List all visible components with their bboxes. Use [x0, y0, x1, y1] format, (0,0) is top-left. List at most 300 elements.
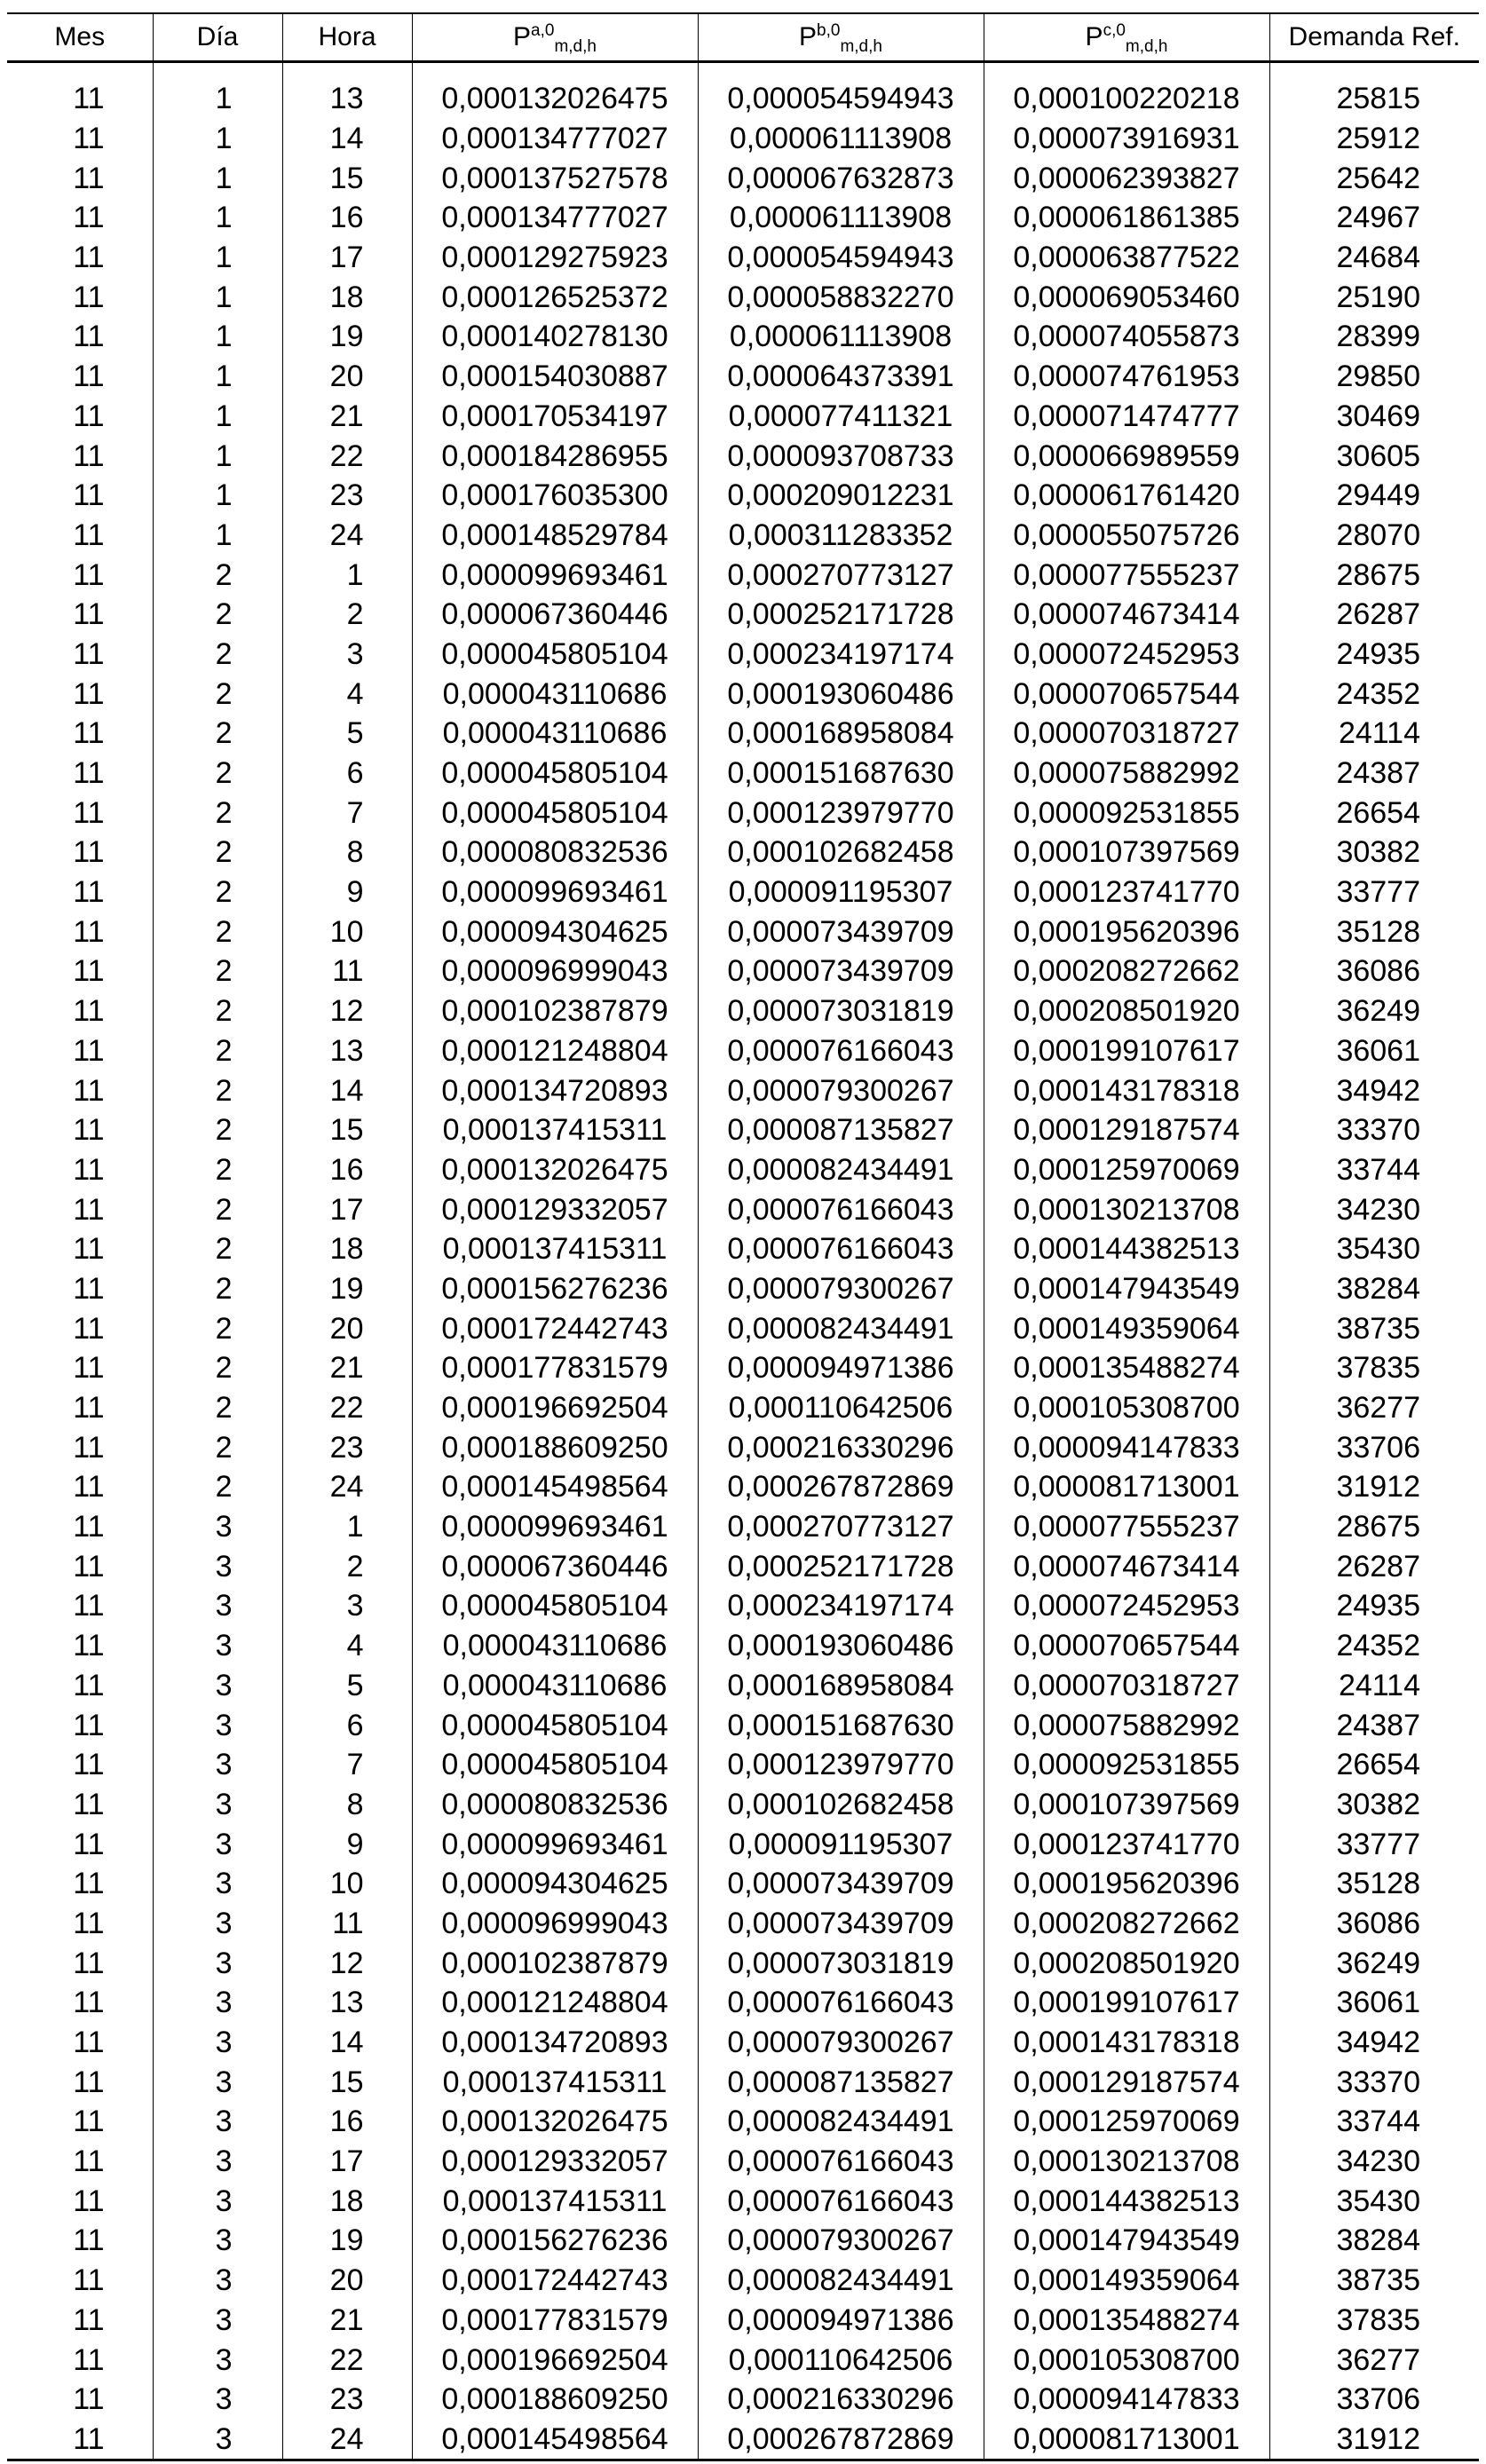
cell-pb: 0,000079300267 [698, 2023, 984, 2063]
cell-pc: 0,000143178318 [984, 1070, 1269, 1110]
cell-hora: 20 [282, 1308, 412, 1348]
cell-dia: 3 [153, 1546, 282, 1586]
cell-demanda: 26287 [1269, 595, 1479, 635]
cell-dia: 1 [153, 317, 282, 357]
header-pc-sup: c,0 [1103, 21, 1126, 40]
cell-dia: 2 [153, 833, 282, 873]
cell-hora: 20 [282, 357, 412, 397]
cell-demanda: 38284 [1269, 1269, 1479, 1309]
cell-demanda: 26287 [1269, 1546, 1479, 1586]
cell-pb: 0,000073031819 [698, 1943, 984, 1983]
cell-hora: 13 [282, 1031, 412, 1071]
cell-dia: 2 [153, 991, 282, 1031]
cell-pb: 0,000209012231 [698, 476, 984, 516]
cell-pc: 0,000094147833 [984, 2380, 1269, 2420]
cell-pc: 0,000144382513 [984, 1229, 1269, 1269]
cell-pa: 0,000137527578 [412, 158, 698, 198]
cell-pc: 0,000074055873 [984, 317, 1269, 357]
cell-pb: 0,000193060486 [698, 674, 984, 714]
cell-mes: 11 [73, 1748, 105, 1782]
table-row [7, 1666, 1479, 1706]
cell-pc: 0,000130213708 [984, 2142, 1269, 2182]
cell-demanda: 36086 [1269, 1904, 1479, 1944]
cell-dia: 3 [153, 2301, 282, 2341]
cell-dia: 3 [153, 1745, 282, 1785]
table-row [7, 238, 1479, 278]
cell-dia: 3 [153, 1785, 282, 1825]
cell-hora: 2 [282, 1546, 412, 1586]
cell-mes: 11 [73, 1192, 105, 1227]
cell-mes: 11 [73, 82, 105, 116]
cell-pc: 0,000195620396 [984, 912, 1269, 952]
cell-pb: 0,000311283352 [698, 516, 984, 556]
cell-pa: 0,000145498564 [412, 2420, 698, 2460]
data-table-container [7, 12, 1479, 2461]
cell-pb: 0,000193060486 [698, 1626, 984, 1666]
cell-demanda: 24352 [1269, 1626, 1479, 1666]
cell-demanda: 31912 [1269, 1467, 1479, 1507]
cell-dia: 2 [153, 555, 282, 595]
cell-pc: 0,000125970069 [984, 1150, 1269, 1190]
cell-pc: 0,000199107617 [984, 1031, 1269, 1071]
cell-pb: 0,000073439709 [698, 912, 984, 952]
cell-mes: 11 [73, 1430, 105, 1465]
cell-mes: 11 [73, 1629, 105, 1663]
cell-mes: 11 [73, 1510, 105, 1544]
cell-demanda: 26654 [1269, 1745, 1479, 1785]
cell-dia: 2 [153, 1308, 282, 1348]
cell-pa: 0,000096999043 [412, 952, 698, 991]
cell-hora: 18 [282, 1229, 412, 1269]
header-hora: Hora [282, 13, 412, 62]
cell-pb: 0,000061113908 [698, 119, 984, 159]
table-row [7, 397, 1479, 437]
cell-pc: 0,000072452953 [984, 635, 1269, 675]
cell-demanda: 26654 [1269, 793, 1479, 833]
cell-pa: 0,000177831579 [412, 1348, 698, 1388]
cell-pb: 0,000082434491 [698, 1308, 984, 1348]
cell-pb: 0,000270773127 [698, 555, 984, 595]
table-row [7, 2221, 1479, 2261]
table-row [7, 2380, 1479, 2420]
cell-mes: 11 [73, 517, 105, 552]
cell-dia: 1 [153, 158, 282, 198]
cell-pc: 0,000105308700 [984, 1388, 1269, 1428]
cell-hora: 10 [282, 1864, 412, 1904]
cell-pa: 0,000184286955 [412, 436, 698, 476]
cell-hora: 6 [282, 1705, 412, 1745]
cell-dia: 1 [153, 238, 282, 278]
table-row [7, 2062, 1479, 2102]
table-row [7, 1983, 1479, 2023]
cell-pb: 0,000168958084 [698, 714, 984, 754]
cell-hora: 14 [282, 119, 412, 159]
cell-dia: 2 [153, 1427, 282, 1467]
cell-pb: 0,000079300267 [698, 1070, 984, 1110]
cell-pb: 0,000091195307 [698, 873, 984, 912]
cell-hora: 15 [282, 158, 412, 198]
data-table [7, 12, 1479, 2461]
table-body [7, 62, 1479, 2460]
cell-dia: 2 [153, 595, 282, 635]
table-row [7, 1626, 1479, 1666]
cell-demanda: 28675 [1269, 1507, 1479, 1547]
cell-pc: 0,000055075726 [984, 516, 1269, 556]
cell-pa: 0,000188609250 [412, 1427, 698, 1467]
cell-pc: 0,000070657544 [984, 1626, 1269, 1666]
cell-mes: 11 [73, 1827, 105, 1861]
cell-pa: 0,000099693461 [412, 555, 698, 595]
cell-pc: 0,000070657544 [984, 674, 1269, 714]
cell-pa: 0,000134720893 [412, 1070, 698, 1110]
cell-pb: 0,000270773127 [698, 1507, 984, 1547]
cell-pc: 0,000074761953 [984, 357, 1269, 397]
cell-hora: 9 [282, 873, 412, 912]
table-row [7, 635, 1479, 675]
table-row [7, 1705, 1479, 1745]
cell-dia: 2 [153, 714, 282, 754]
cell-mes: 11 [73, 1152, 105, 1187]
cell-pa: 0,000176035300 [412, 476, 698, 516]
cell-pc: 0,000061861385 [984, 198, 1269, 238]
cell-pb: 0,000102682458 [698, 833, 984, 873]
cell-mes: 11 [73, 994, 105, 1029]
cell-pc: 0,000144382513 [984, 2181, 1269, 2221]
header-pc [984, 13, 1269, 62]
cell-pc: 0,000147943549 [984, 2221, 1269, 2261]
table-row [7, 158, 1479, 198]
cell-pa: 0,000043110686 [412, 674, 698, 714]
cell-pc: 0,000074673414 [984, 595, 1269, 635]
table-row [7, 2102, 1479, 2142]
cell-demanda: 24387 [1269, 1705, 1479, 1745]
cell-dia: 3 [153, 1507, 282, 1547]
cell-dia: 1 [153, 436, 282, 476]
cell-demanda: 33706 [1269, 2380, 1479, 2420]
cell-pc: 0,000129187574 [984, 1110, 1269, 1150]
cell-hora: 11 [282, 1904, 412, 1944]
cell-demanda: 30382 [1269, 1785, 1479, 1825]
cell-dia: 1 [153, 357, 282, 397]
cell-pa: 0,000045805104 [412, 793, 698, 833]
cell-pa: 0,000102387879 [412, 1943, 698, 1983]
cell-pc: 0,000208501920 [984, 1943, 1269, 1983]
cell-demanda: 35430 [1269, 1229, 1479, 1269]
cell-dia: 3 [153, 1983, 282, 2023]
cell-mes: 11 [73, 1867, 105, 1901]
cell-mes: 11 [73, 161, 105, 195]
cell-dia: 3 [153, 1666, 282, 1706]
cell-mes: 11 [73, 716, 105, 751]
cell-pb: 0,000151687630 [698, 1705, 984, 1745]
cell-pb: 0,000087135827 [698, 2062, 984, 2102]
table-row [7, 1031, 1479, 1071]
table-row [7, 1824, 1479, 1864]
cell-pa: 0,000129332057 [412, 1189, 698, 1229]
cell-pc: 0,000066989559 [984, 436, 1269, 476]
cell-pb: 0,000064373391 [698, 357, 984, 397]
cell-demanda: 37835 [1269, 2301, 1479, 2341]
cell-mes: 11 [73, 2382, 105, 2417]
cell-mes: 11 [73, 1113, 105, 1148]
cell-pb: 0,000076166043 [698, 2181, 984, 2221]
cell-dia: 3 [153, 1626, 282, 1666]
cell-pb: 0,000094971386 [698, 2301, 984, 2341]
cell-pa: 0,000096999043 [412, 1904, 698, 1944]
cell-pc: 0,000125970069 [984, 2102, 1269, 2142]
header-pc-sub: m,d,h [1125, 37, 1168, 56]
cell-demanda: 33706 [1269, 1427, 1479, 1467]
cell-pc: 0,000069053460 [984, 277, 1269, 317]
table-row [7, 1467, 1479, 1507]
cell-dia: 3 [153, 2102, 282, 2142]
cell-pc: 0,000062393827 [984, 158, 1269, 198]
cell-pb: 0,000061113908 [698, 317, 984, 357]
cell-demanda: 24935 [1269, 635, 1479, 675]
cell-pc: 0,000061761420 [984, 476, 1269, 516]
table-row [7, 674, 1479, 714]
cell-dia: 3 [153, 2380, 282, 2420]
cell-dia: 2 [153, 793, 282, 833]
cell-mes: 11 [73, 438, 105, 473]
cell-pb: 0,000076166043 [698, 2142, 984, 2182]
cell-mes: 11 [73, 795, 105, 830]
header-pc-base: P [1085, 22, 1103, 51]
cell-pb: 0,000091195307 [698, 1824, 984, 1864]
cell-demanda: 28675 [1269, 555, 1479, 595]
cell-dia: 2 [153, 1229, 282, 1269]
cell-mes: 11 [73, 1708, 105, 1742]
cell-pb: 0,000110642506 [698, 1388, 984, 1428]
cell-hora: 4 [282, 674, 412, 714]
cell-pb: 0,000102682458 [698, 1785, 984, 1825]
cell-mes: 11 [73, 2223, 105, 2258]
cell-dia: 2 [153, 952, 282, 991]
cell-mes: 11 [73, 2184, 105, 2218]
table-row [7, 2261, 1479, 2301]
cell-mes: 11 [73, 1033, 105, 1068]
cell-hora: 19 [282, 2221, 412, 2261]
cell-hora: 16 [282, 1150, 412, 1190]
cell-demanda: 33370 [1269, 1110, 1479, 1150]
cell-hora: 22 [282, 1388, 412, 1428]
cell-pb: 0,000094971386 [698, 1348, 984, 1388]
table-row [7, 516, 1479, 556]
cell-pb: 0,000110642506 [698, 2340, 984, 2380]
cell-pc: 0,000070318727 [984, 714, 1269, 754]
cell-pb: 0,000076166043 [698, 1229, 984, 1269]
cell-mes: 11 [73, 875, 105, 910]
table-row [7, 1110, 1479, 1150]
cell-mes: 11 [73, 320, 105, 354]
cell-pb: 0,000252171728 [698, 1546, 984, 1586]
table-row [7, 873, 1479, 912]
cell-pc: 0,000208272662 [984, 952, 1269, 991]
header-pb [698, 13, 984, 62]
cell-pa: 0,000094304625 [412, 912, 698, 952]
cell-mes: 11 [73, 122, 105, 156]
cell-dia: 3 [153, 1904, 282, 1944]
cell-hora: 5 [282, 1666, 412, 1706]
header-row [7, 13, 1479, 62]
table-row [7, 1229, 1479, 1269]
cell-pb: 0,000252171728 [698, 595, 984, 635]
cell-mes: 11 [73, 636, 105, 671]
cell-pa: 0,000043110686 [412, 714, 698, 754]
cell-pa: 0,000132026475 [412, 62, 698, 119]
table-row [7, 833, 1479, 873]
cell-dia: 2 [153, 1070, 282, 1110]
table-row [7, 2181, 1479, 2221]
table-row [7, 1070, 1479, 1110]
cell-mes: 11 [73, 2342, 105, 2377]
cell-pc: 0,000107397569 [984, 1785, 1269, 1825]
cell-hora: 24 [282, 2420, 412, 2460]
header-pb-sub: m,d,h [840, 37, 882, 56]
cell-mes: 11 [73, 359, 105, 394]
cell-hora: 24 [282, 1467, 412, 1507]
cell-pb: 0,000076166043 [698, 1983, 984, 2023]
cell-dia: 2 [153, 1467, 282, 1507]
table-row [7, 1785, 1479, 1825]
cell-demanda: 34942 [1269, 1070, 1479, 1110]
header-pa-sup: a,0 [531, 21, 555, 40]
cell-pb: 0,000093708733 [698, 436, 984, 476]
cell-mes: 11 [73, 2263, 105, 2298]
cell-hora: 18 [282, 2181, 412, 2221]
cell-pa: 0,000099693461 [412, 1824, 698, 1864]
cell-mes: 11 [73, 399, 105, 433]
cell-hora: 23 [282, 2380, 412, 2420]
cell-pb: 0,000073439709 [698, 952, 984, 991]
cell-pb: 0,000234197174 [698, 1586, 984, 1626]
cell-demanda: 36249 [1269, 1943, 1479, 1983]
cell-demanda: 36277 [1269, 1388, 1479, 1428]
table-row [7, 2142, 1479, 2182]
table-row [7, 555, 1479, 595]
table-row [7, 1150, 1479, 1190]
cell-pa: 0,000156276236 [412, 1269, 698, 1309]
cell-pa: 0,000156276236 [412, 2221, 698, 2261]
cell-hora: 21 [282, 2301, 412, 2341]
cell-demanda: 30469 [1269, 397, 1479, 437]
table-row [7, 1586, 1479, 1626]
cell-mes: 11 [73, 2144, 105, 2179]
table-row [7, 2301, 1479, 2341]
cell-pa: 0,000099693461 [412, 1507, 698, 1547]
cell-pb: 0,000087135827 [698, 1110, 984, 1150]
table-row [7, 2023, 1479, 2063]
cell-pa: 0,000145498564 [412, 1467, 698, 1507]
cell-dia: 1 [153, 397, 282, 437]
cell-dia: 3 [153, 2420, 282, 2460]
cell-hora: 11 [282, 952, 412, 991]
cell-pa: 0,000067360446 [412, 1546, 698, 1586]
cell-demanda: 24352 [1269, 674, 1479, 714]
cell-dia: 1 [153, 476, 282, 516]
cell-pb: 0,000123979770 [698, 793, 984, 833]
cell-mes: 11 [73, 1351, 105, 1386]
table-row [7, 1388, 1479, 1428]
cell-demanda: 36061 [1269, 1031, 1479, 1071]
cell-demanda: 35128 [1269, 912, 1479, 952]
cell-pa: 0,000043110686 [412, 1626, 698, 1666]
header-demanda: Demanda Ref. [1269, 13, 1479, 62]
cell-demanda: 25642 [1269, 158, 1479, 198]
cell-pa: 0,000067360446 [412, 595, 698, 635]
cell-pb: 0,000123979770 [698, 1745, 984, 1785]
cell-pc: 0,000123741770 [984, 1824, 1269, 1864]
table-row [7, 1943, 1479, 1983]
cell-pc: 0,000149359064 [984, 2261, 1269, 2301]
cell-pc: 0,000143178318 [984, 2023, 1269, 2063]
cell-demanda: 29850 [1269, 357, 1479, 397]
cell-dia: 2 [153, 1031, 282, 1071]
cell-pa: 0,000132026475 [412, 2102, 698, 2142]
cell-demanda: 34230 [1269, 2142, 1479, 2182]
cell-pc: 0,000075882992 [984, 1705, 1269, 1745]
table-row [7, 1348, 1479, 1388]
cell-pc: 0,000208272662 [984, 1904, 1269, 1944]
cell-demanda: 33370 [1269, 2062, 1479, 2102]
cell-pc: 0,000075882992 [984, 754, 1269, 794]
header-pb-base: P [799, 22, 818, 51]
table-row [7, 436, 1479, 476]
cell-pb: 0,000267872869 [698, 2420, 984, 2460]
cell-pb: 0,000216330296 [698, 1427, 984, 1467]
cell-mes: 11 [73, 241, 105, 275]
table-row [7, 277, 1479, 317]
cell-hora: 14 [282, 2023, 412, 2063]
table-row [7, 317, 1479, 357]
cell-hora: 10 [282, 912, 412, 952]
cell-demanda: 28399 [1269, 317, 1479, 357]
table-row [7, 1745, 1479, 1785]
cell-dia: 3 [153, 1943, 282, 1983]
cell-pc: 0,000208501920 [984, 991, 1269, 1031]
cell-demanda: 24684 [1269, 238, 1479, 278]
cell-hora: 3 [282, 1586, 412, 1626]
table-row [7, 1308, 1479, 1348]
cell-demanda: 25815 [1269, 62, 1479, 119]
cell-pc: 0,000129187574 [984, 2062, 1269, 2102]
table-row [7, 1546, 1479, 1586]
cell-pc: 0,000081713001 [984, 1467, 1269, 1507]
cell-demanda: 24114 [1269, 714, 1479, 754]
cell-demanda: 31912 [1269, 2420, 1479, 2460]
cell-demanda: 38735 [1269, 1308, 1479, 1348]
cell-dia: 2 [153, 754, 282, 794]
cell-pb: 0,000054594943 [698, 238, 984, 278]
cell-mes: 11 [73, 2065, 105, 2099]
cell-hora: 8 [282, 833, 412, 873]
cell-pa: 0,000134720893 [412, 2023, 698, 2063]
cell-pa: 0,000132026475 [412, 1150, 698, 1190]
table-row [7, 2420, 1479, 2460]
cell-mes: 11 [73, 1073, 105, 1108]
cell-dia: 3 [153, 2340, 282, 2380]
cell-mes: 11 [73, 1589, 105, 1623]
cell-dia: 3 [153, 1824, 282, 1864]
cell-pa: 0,000137415311 [412, 2062, 698, 2102]
cell-pb: 0,000079300267 [698, 2221, 984, 2261]
cell-pa: 0,000129275923 [412, 238, 698, 278]
cell-pc: 0,000195620396 [984, 1864, 1269, 1904]
cell-pc: 0,000094147833 [984, 1427, 1269, 1467]
cell-pa: 0,000121248804 [412, 1031, 698, 1071]
cell-mes: 11 [73, 1549, 105, 1583]
cell-demanda: 33744 [1269, 2102, 1479, 2142]
